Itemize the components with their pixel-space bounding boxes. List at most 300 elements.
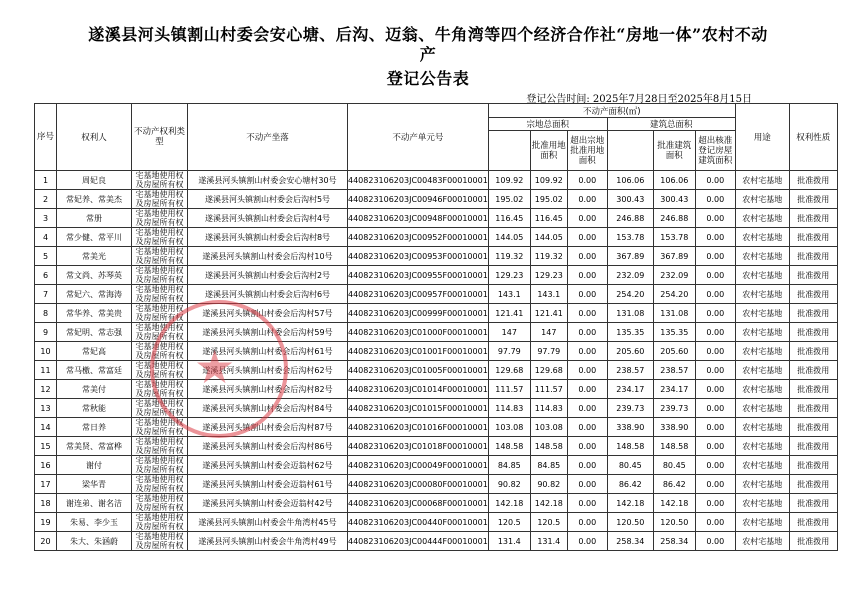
cell-building-area: 106.06 (607, 171, 653, 190)
cell-land-area: 121.41 (488, 304, 530, 323)
cell-land-area: 129.68 (488, 361, 530, 380)
cell-building-area: 234.17 (607, 380, 653, 399)
table-row (35, 304, 838, 323)
cell-location: 遂溪县河头镇割山村委会后沟村4号 (188, 209, 348, 228)
header-building-area (607, 131, 653, 171)
cell-usage: 农村宅基地 (735, 190, 789, 209)
cell-unit-no: 440823106203JC01018F00010001 (348, 437, 489, 456)
page-title-continuation: 产 (419, 45, 437, 64)
cell-land-area: 129.23 (488, 266, 530, 285)
cell-owner: 谢连弟、谢名洁 (57, 494, 132, 513)
cell-owner: 常美付 (57, 380, 132, 399)
cell-building-area: 238.57 (607, 361, 653, 380)
cell-approved-building: 142.18 (653, 494, 695, 513)
cell-unit-no: 440823106203JC01001F00010001 (348, 342, 489, 361)
cell-exceed-land: 0.00 (567, 418, 607, 437)
cell-approved-building: 86.42 (653, 475, 695, 494)
cell-owner: 常妃养、常美杰 (57, 190, 132, 209)
cell-right-type: 宅基地使用权及房屋所有权 (132, 380, 188, 399)
header-approved-building: 批准建筑面积 (653, 131, 695, 171)
cell-exceed-building: 0.00 (695, 418, 735, 437)
cell-seq: 8 (35, 304, 57, 323)
cell-owner: 朱易、李少玉 (57, 513, 132, 532)
header-approved-land: 批准用地面积 (530, 131, 567, 171)
cell-nature: 批准拨用 (789, 475, 837, 494)
cell-exceed-land: 0.00 (567, 513, 607, 532)
cell-land-area: 116.45 (488, 209, 530, 228)
cell-nature: 批准拨用 (789, 285, 837, 304)
cell-approved-land: 195.02 (530, 190, 567, 209)
cell-owner: 常华养、常美贵 (57, 304, 132, 323)
header-nature: 权利性质 (789, 104, 837, 171)
cell-approved-building: 367.89 (653, 247, 695, 266)
cell-nature: 批准拨用 (789, 266, 837, 285)
cell-exceed-building: 0.00 (695, 323, 735, 342)
cell-seq: 10 (35, 342, 57, 361)
table-row (35, 456, 838, 475)
cell-unit-no: 440823106203JC00957F00010001 (348, 285, 489, 304)
cell-unit-no: 440823106203JC00444F00010001 (348, 532, 489, 551)
cell-building-area: 135.35 (607, 323, 653, 342)
cell-land-area: 142.18 (488, 494, 530, 513)
cell-land-area: 148.58 (488, 437, 530, 456)
cell-approved-building: 239.73 (653, 399, 695, 418)
cell-exceed-building: 0.00 (695, 266, 735, 285)
cell-building-area: 254.20 (607, 285, 653, 304)
table-row (35, 209, 838, 228)
cell-location: 遂溪县河头镇割山村委会后沟村87号 (188, 418, 348, 437)
cell-right-type: 宅基地使用权及房屋所有权 (132, 532, 188, 551)
table-row (35, 399, 838, 418)
cell-exceed-land: 0.00 (567, 247, 607, 266)
cell-exceed-land: 0.00 (567, 342, 607, 361)
cell-usage: 农村宅基地 (735, 399, 789, 418)
header-area-group: 不动产面积(㎡) (488, 104, 735, 118)
cell-building-area: 239.73 (607, 399, 653, 418)
cell-usage: 农村宅基地 (735, 171, 789, 190)
cell-seq: 2 (35, 190, 57, 209)
cell-unit-no: 440823106203JC01015F00010001 (348, 399, 489, 418)
table-row (35, 437, 838, 456)
cell-nature: 批准拨用 (789, 209, 837, 228)
cell-usage: 农村宅基地 (735, 418, 789, 437)
cell-owner: 常日养 (57, 418, 132, 437)
cell-seq: 15 (35, 437, 57, 456)
cell-approved-building: 131.08 (653, 304, 695, 323)
cell-land-area: 103.08 (488, 418, 530, 437)
cell-seq: 13 (35, 399, 57, 418)
cell-location: 遂溪县河头镇割山村委会后沟村6号 (188, 285, 348, 304)
header-unit-no: 不动产单元号 (348, 104, 489, 171)
cell-nature: 批准拨用 (789, 342, 837, 361)
cell-seq: 17 (35, 475, 57, 494)
cell-building-area: 131.08 (607, 304, 653, 323)
cell-exceed-building: 0.00 (695, 456, 735, 475)
table-row (35, 532, 838, 551)
cell-land-area: 97.79 (488, 342, 530, 361)
cell-location: 遂溪县河头镇割山村委会迈翁村62号 (188, 456, 348, 475)
cell-usage: 农村宅基地 (735, 494, 789, 513)
cell-land-area: 111.57 (488, 380, 530, 399)
cell-exceed-land: 0.00 (567, 304, 607, 323)
cell-owner: 常秋能 (57, 399, 132, 418)
cell-approved-building: 148.58 (653, 437, 695, 456)
cell-land-area: 90.82 (488, 475, 530, 494)
cell-unit-no: 440823106203JC00946F00010001 (348, 190, 489, 209)
cell-exceed-land: 0.00 (567, 399, 607, 418)
cell-seq: 4 (35, 228, 57, 247)
cell-usage: 农村宅基地 (735, 304, 789, 323)
cell-owner: 常少健、常平川 (57, 228, 132, 247)
cell-land-area: 119.32 (488, 247, 530, 266)
cell-nature: 批准拨用 (789, 361, 837, 380)
cell-approved-land: 129.23 (530, 266, 567, 285)
cell-location: 遂溪县河头镇割山村委会安心塘村30号 (188, 171, 348, 190)
cell-approved-land: 121.41 (530, 304, 567, 323)
cell-right-type: 宅基地使用权及房屋所有权 (132, 513, 188, 532)
cell-approved-land: 147 (530, 323, 567, 342)
cell-unit-no: 440823106203JC00440F00010001 (348, 513, 489, 532)
cell-exceed-building: 0.00 (695, 494, 735, 513)
cell-land-area: 131.4 (488, 532, 530, 551)
cell-nature: 批准拨用 (789, 437, 837, 456)
cell-building-area: 80.45 (607, 456, 653, 475)
cell-seq: 16 (35, 456, 57, 475)
cell-approved-land: 111.57 (530, 380, 567, 399)
cell-usage: 农村宅基地 (735, 513, 789, 532)
cell-right-type: 宅基地使用权及房屋所有权 (132, 266, 188, 285)
cell-nature: 批准拨用 (789, 304, 837, 323)
cell-seq: 11 (35, 361, 57, 380)
cell-usage: 农村宅基地 (735, 209, 789, 228)
cell-right-type: 宅基地使用权及房屋所有权 (132, 418, 188, 437)
cell-unit-no: 440823106203JC00948F00010001 (348, 209, 489, 228)
cell-owner: 朱大、朱涵蔚 (57, 532, 132, 551)
cell-usage: 农村宅基地 (735, 342, 789, 361)
cell-exceed-land: 0.00 (567, 475, 607, 494)
cell-exceed-building: 0.00 (695, 209, 735, 228)
cell-seq: 5 (35, 247, 57, 266)
cell-seq: 19 (35, 513, 57, 532)
cell-seq: 14 (35, 418, 57, 437)
cell-approved-building: 238.57 (653, 361, 695, 380)
cell-approved-land: 90.82 (530, 475, 567, 494)
header-seq: 序号 (35, 104, 57, 171)
cell-location: 遂溪县河头镇割山村委会后沟村57号 (188, 304, 348, 323)
cell-unit-no: 440823106203JC00953F00010001 (348, 247, 489, 266)
cell-location: 遂溪县河头镇割山村委会后沟村62号 (188, 361, 348, 380)
cell-nature: 批准拨用 (789, 247, 837, 266)
cell-approved-building: 234.17 (653, 380, 695, 399)
cell-land-area: 144.05 (488, 228, 530, 247)
cell-exceed-land: 0.00 (567, 266, 607, 285)
cell-exceed-land: 0.00 (567, 437, 607, 456)
table-row (35, 342, 838, 361)
cell-approved-land: 143.1 (530, 285, 567, 304)
cell-approved-land: 114.83 (530, 399, 567, 418)
table-row (35, 380, 838, 399)
cell-exceed-land: 0.00 (567, 532, 607, 551)
cell-approved-building: 106.06 (653, 171, 695, 190)
cell-exceed-building: 0.00 (695, 228, 735, 247)
cell-building-area: 338.90 (607, 418, 653, 437)
cell-building-area: 232.09 (607, 266, 653, 285)
table-row (35, 323, 838, 342)
cell-exceed-building: 0.00 (695, 285, 735, 304)
cell-owner: 常妃明、常志强 (57, 323, 132, 342)
cell-location: 遂溪县河头镇割山村委会牛角湾村49号 (188, 532, 348, 551)
cell-land-area: 84.85 (488, 456, 530, 475)
header-exceed-land: 超出宗地批准用地面积 (567, 131, 607, 171)
cell-approved-building: 338.90 (653, 418, 695, 437)
cell-location: 遂溪县河头镇割山村委会迈翁村61号 (188, 475, 348, 494)
header-location: 不动产坐落 (188, 104, 348, 171)
header-land-group: 宗地总面积 (488, 118, 607, 131)
cell-unit-no: 440823106203JC00483F00010001 (348, 171, 489, 190)
cell-right-type: 宅基地使用权及房屋所有权 (132, 190, 188, 209)
header-land-area (488, 131, 530, 171)
cell-owner: 周妃良 (57, 171, 132, 190)
cell-unit-no: 440823106203JC00068F00010001 (348, 494, 489, 513)
cell-usage: 农村宅基地 (735, 228, 789, 247)
cell-owner: 常文尚、苏琴英 (57, 266, 132, 285)
table-row (35, 266, 838, 285)
header-right-type: 不动产权利类型 (132, 104, 188, 171)
cell-nature: 批准拨用 (789, 418, 837, 437)
cell-building-area: 205.60 (607, 342, 653, 361)
cell-exceed-building: 0.00 (695, 532, 735, 551)
cell-owner: 常妃高 (57, 342, 132, 361)
table-row (35, 418, 838, 437)
cell-owner: 常马檄、常富廷 (57, 361, 132, 380)
cell-location: 遂溪县河头镇割山村委会后沟村82号 (188, 380, 348, 399)
cell-location: 遂溪县河头镇割山村委会后沟村86号 (188, 437, 348, 456)
cell-usage: 农村宅基地 (735, 266, 789, 285)
cell-location: 遂溪县河头镇割山村委会后沟村2号 (188, 266, 348, 285)
cell-nature: 批准拨用 (789, 494, 837, 513)
cell-unit-no: 440823106203JC00952F00010001 (348, 228, 489, 247)
cell-unit-no: 440823106203JC00955F00010001 (348, 266, 489, 285)
cell-owner: 谢付 (57, 456, 132, 475)
cell-building-area: 367.89 (607, 247, 653, 266)
cell-owner: 常美光 (57, 247, 132, 266)
cell-approved-building: 80.45 (653, 456, 695, 475)
cell-approved-land: 119.32 (530, 247, 567, 266)
cell-exceed-building: 0.00 (695, 304, 735, 323)
cell-approved-building: 246.88 (653, 209, 695, 228)
cell-exceed-land: 0.00 (567, 190, 607, 209)
cell-unit-no: 440823106203JC00080F00010001 (348, 475, 489, 494)
table-row (35, 494, 838, 513)
cell-approved-land: 142.18 (530, 494, 567, 513)
cell-location: 遂溪县河头镇割山村委会迈翁村42号 (188, 494, 348, 513)
table-row (35, 475, 838, 494)
cell-approved-building: 135.35 (653, 323, 695, 342)
cell-location: 遂溪县河头镇割山村委会后沟村10号 (188, 247, 348, 266)
cell-unit-no: 440823106203JC01016F00010001 (348, 418, 489, 437)
header-building-group: 建筑总面积 (607, 118, 735, 131)
cell-right-type: 宅基地使用权及房屋所有权 (132, 209, 188, 228)
cell-seq: 12 (35, 380, 57, 399)
cell-usage: 农村宅基地 (735, 532, 789, 551)
cell-right-type: 宅基地使用权及房屋所有权 (132, 285, 188, 304)
cell-usage: 农村宅基地 (735, 475, 789, 494)
cell-exceed-land: 0.00 (567, 285, 607, 304)
cell-nature: 批准拨用 (789, 323, 837, 342)
cell-seq: 18 (35, 494, 57, 513)
seal-star-icon: ★ (194, 340, 236, 394)
cell-nature: 批准拨用 (789, 190, 837, 209)
cell-usage: 农村宅基地 (735, 361, 789, 380)
cell-seq: 3 (35, 209, 57, 228)
cell-approved-land: 120.5 (530, 513, 567, 532)
cell-owner: 常册 (57, 209, 132, 228)
cell-approved-building: 232.09 (653, 266, 695, 285)
cell-exceed-land: 0.00 (567, 380, 607, 399)
cell-right-type: 宅基地使用权及房屋所有权 (132, 171, 188, 190)
cell-approved-land: 144.05 (530, 228, 567, 247)
cell-seq: 7 (35, 285, 57, 304)
cell-approved-land: 97.79 (530, 342, 567, 361)
cell-exceed-land: 0.00 (567, 456, 607, 475)
registration-table (34, 103, 838, 551)
cell-building-area: 153.78 (607, 228, 653, 247)
publish-period: 登记公告时间: 2025年7月28日至2025年8月15日 (526, 94, 752, 105)
cell-nature: 批准拨用 (789, 228, 837, 247)
cell-nature: 批准拨用 (789, 399, 837, 418)
cell-building-area: 148.58 (607, 437, 653, 456)
cell-location: 遂溪县河头镇割山村委会后沟村8号 (188, 228, 348, 247)
cell-building-area: 258.34 (607, 532, 653, 551)
cell-nature: 批准拨用 (789, 513, 837, 532)
cell-exceed-land: 0.00 (567, 361, 607, 380)
cell-usage: 农村宅基地 (735, 380, 789, 399)
cell-seq: 1 (35, 171, 57, 190)
cell-exceed-building: 0.00 (695, 437, 735, 456)
cell-location: 遂溪县河头镇割山村委会后沟村61号 (188, 342, 348, 361)
table-container (34, 103, 838, 551)
cell-approved-building: 258.34 (653, 532, 695, 551)
cell-usage: 农村宅基地 (735, 456, 789, 475)
cell-approved-building: 120.50 (653, 513, 695, 532)
cell-nature: 批准拨用 (789, 456, 837, 475)
cell-approved-land: 103.08 (530, 418, 567, 437)
cell-land-area: 114.83 (488, 399, 530, 418)
cell-building-area: 120.50 (607, 513, 653, 532)
cell-land-area: 109.92 (488, 171, 530, 190)
cell-building-area: 86.42 (607, 475, 653, 494)
cell-approved-land: 109.92 (530, 171, 567, 190)
table-row (35, 228, 838, 247)
cell-unit-no: 440823106203JC01000F00010001 (348, 323, 489, 342)
cell-right-type: 宅基地使用权及房屋所有权 (132, 228, 188, 247)
cell-approved-building: 300.43 (653, 190, 695, 209)
header-owner: 权利人 (57, 104, 132, 171)
cell-exceed-building: 0.00 (695, 399, 735, 418)
cell-exceed-building: 0.00 (695, 513, 735, 532)
cell-land-area: 120.5 (488, 513, 530, 532)
cell-exceed-building: 0.00 (695, 361, 735, 380)
cell-exceed-building: 0.00 (695, 171, 735, 190)
cell-unit-no: 440823106203JC00999F00010001 (348, 304, 489, 323)
table-body (35, 171, 838, 551)
table-row (35, 513, 838, 532)
cell-right-type: 宅基地使用权及房屋所有权 (132, 399, 188, 418)
cell-right-type: 宅基地使用权及房屋所有权 (132, 342, 188, 361)
table-row (35, 171, 838, 190)
cell-unit-no: 440823106203JC01014F00010001 (348, 380, 489, 399)
table-row (35, 190, 838, 209)
cell-approved-building: 254.20 (653, 285, 695, 304)
cell-location: 遂溪县河头镇割山村委会后沟村5号 (188, 190, 348, 209)
cell-exceed-building: 0.00 (695, 190, 735, 209)
table-row (35, 247, 838, 266)
cell-building-area: 142.18 (607, 494, 653, 513)
cell-usage: 农村宅基地 (735, 247, 789, 266)
cell-seq: 20 (35, 532, 57, 551)
table-row (35, 361, 838, 380)
cell-right-type: 宅基地使用权及房屋所有权 (132, 323, 188, 342)
table-row (35, 285, 838, 304)
cell-land-area: 143.1 (488, 285, 530, 304)
header-usage: 用途 (735, 104, 789, 171)
cell-approved-land: 131.4 (530, 532, 567, 551)
cell-exceed-land: 0.00 (567, 209, 607, 228)
cell-usage: 农村宅基地 (735, 323, 789, 342)
cell-unit-no: 440823106203JC00049F00010001 (348, 456, 489, 475)
cell-nature: 批准拨用 (789, 532, 837, 551)
cell-right-type: 宅基地使用权及房屋所有权 (132, 437, 188, 456)
cell-exceed-land: 0.00 (567, 323, 607, 342)
cell-owner: 常妃六、常海涛 (57, 285, 132, 304)
cell-owner: 梁华青 (57, 475, 132, 494)
cell-right-type: 宅基地使用权及房屋所有权 (132, 475, 188, 494)
cell-exceed-building: 0.00 (695, 380, 735, 399)
cell-usage: 农村宅基地 (735, 437, 789, 456)
cell-building-area: 300.43 (607, 190, 653, 209)
cell-right-type: 宅基地使用权及房屋所有权 (132, 304, 188, 323)
cell-owner: 常美贤、常富桦 (57, 437, 132, 456)
cell-seq: 9 (35, 323, 57, 342)
cell-approved-building: 153.78 (653, 228, 695, 247)
cell-approved-land: 84.85 (530, 456, 567, 475)
cell-exceed-building: 0.00 (695, 247, 735, 266)
cell-right-type: 宅基地使用权及房屋所有权 (132, 456, 188, 475)
cell-land-area: 147 (488, 323, 530, 342)
cell-nature: 批准拨用 (789, 380, 837, 399)
cell-approved-land: 116.45 (530, 209, 567, 228)
cell-location: 遂溪县河头镇割山村委会后沟村59号 (188, 323, 348, 342)
cell-approved-building: 205.60 (653, 342, 695, 361)
cell-exceed-building: 0.00 (695, 475, 735, 494)
cell-nature: 批准拨用 (789, 171, 837, 190)
cell-location: 遂溪县河头镇割山村委会后沟村84号 (188, 399, 348, 418)
cell-unit-no: 440823106203JC01005F00010001 (348, 361, 489, 380)
cell-right-type: 宅基地使用权及房屋所有权 (132, 494, 188, 513)
cell-right-type: 宅基地使用权及房屋所有权 (132, 361, 188, 380)
cell-seq: 6 (35, 266, 57, 285)
page-title: 遂溪县河头镇割山村委会安心塘、后沟、迈翁、牛角湾等四个经济合作社“房地一体”农村不动 (88, 25, 768, 44)
cell-exceed-land: 0.00 (567, 171, 607, 190)
cell-location: 遂溪县河头镇割山村委会牛角湾村45号 (188, 513, 348, 532)
cell-exceed-land: 0.00 (567, 494, 607, 513)
header-exceed-building: 超出核准登记房屋建筑面积 (695, 131, 735, 171)
cell-right-type: 宅基地使用权及房屋所有权 (132, 247, 188, 266)
cell-approved-land: 129.68 (530, 361, 567, 380)
cell-approved-land: 148.58 (530, 437, 567, 456)
cell-exceed-building: 0.00 (695, 342, 735, 361)
cell-exceed-land: 0.00 (567, 228, 607, 247)
